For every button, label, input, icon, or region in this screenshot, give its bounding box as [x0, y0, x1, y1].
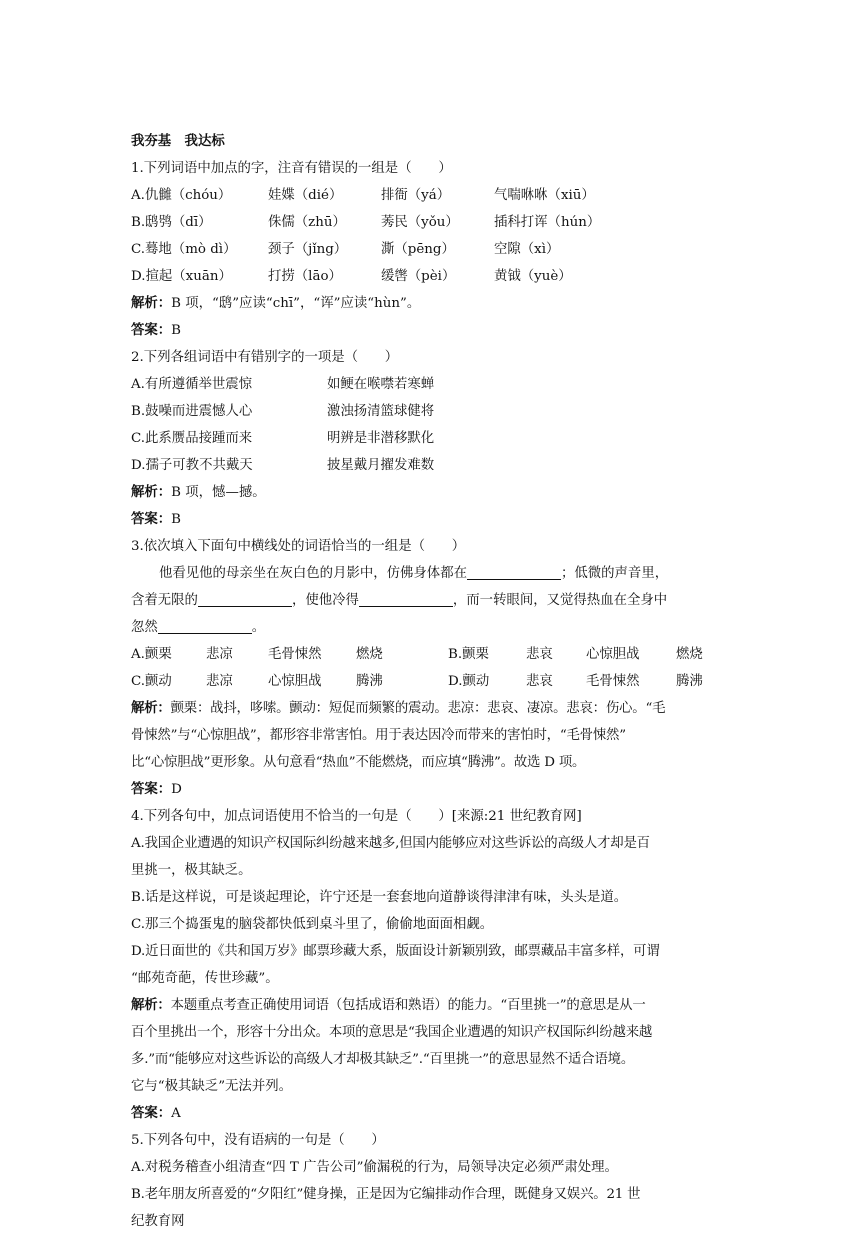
question-3-passage-line-1 [131, 560, 731, 587]
option-item: 燃烧 [676, 647, 703, 662]
option-item: A.颤栗 [131, 647, 172, 662]
option-item: 毛骨悚然 [586, 674, 640, 689]
answer-label: 答案： [131, 781, 172, 797]
option-item: 悲哀 [526, 674, 553, 689]
section-title: 我夯基 我达标 [131, 133, 225, 149]
passage-text: ，使他冷得 [291, 593, 359, 608]
question-2-answer [131, 506, 731, 533]
question-4-option-b: B.话是这样说，可是谈起理论，许宁还是一套套地向道静谈得津津有味，头头是道。 [131, 890, 628, 905]
option-item: 插科打诨（hún） [494, 215, 601, 230]
exercise-content [131, 128, 731, 1235]
answer-value: D [171, 782, 182, 797]
option-item: 披星戴月擢发难数 [327, 458, 435, 473]
question-4-stem: 4.下列各句中，加点词语使用不恰当的一句是（ ）[来源:21 世纪教育网] [131, 809, 582, 824]
question-1-option-d [131, 263, 731, 290]
option-item: 莠民（yǒu） [381, 215, 459, 230]
option-item: 腾沸 [676, 674, 703, 689]
option-item: 娃媟（dié） [268, 188, 343, 203]
option-item: 激浊扬清篮球健将 [327, 404, 435, 419]
option-item: A.有所遵循举世震惊 [131, 377, 253, 392]
fill-blank-2 [198, 590, 292, 607]
question-2-option-a [131, 371, 731, 398]
option-item: 心惊胆战 [268, 674, 322, 689]
option-item: C.此系赝品接踵而来 [131, 431, 253, 446]
question-4-option-d-line-2: “邮苑奇葩，传世珍藏”。 [131, 971, 279, 986]
option-item: B.鸱鸮（dī） [131, 215, 212, 230]
question-2-option-b [131, 398, 731, 425]
analysis-line: 多.”而“能够应对这些诉讼的高级人才却极其缺乏”.“百里挑一”的意思显然不适合语境。 [131, 1052, 635, 1067]
option-item: C.蓦地（mò dì） [131, 242, 237, 257]
question-2-analysis [131, 479, 731, 506]
option-item: 明辨是非潜移默化 [327, 431, 435, 446]
analysis-text: 本题重点考查正确使用词语（包括成语和熟语）的能力。“百里挑一”的意思是从一 [170, 998, 646, 1013]
analysis-line: 骨悚然”与“心惊胆战”，都形容非常害怕。用于表达因冷而带来的害怕时，“毛骨悚然” [131, 728, 626, 743]
option-item: B.鼓噪而进震憾人心 [131, 404, 253, 419]
option-item: 气喘咻咻（xiū） [494, 188, 595, 203]
option-item: 心惊胆战 [586, 647, 640, 662]
question-1-option-c [131, 236, 731, 263]
option-item: 缓辔（pèi） [381, 269, 456, 284]
passage-text: 忽然 [131, 620, 158, 635]
answer-value: B [171, 512, 182, 527]
passage-text: 。 [251, 620, 266, 635]
question-2-option-d [131, 452, 731, 479]
question-4-option-a-line-1: A.我国企业遭遇的知识产权国际纠纷越来越多,但国内能够应对这些诉讼的高级人才却是百 [131, 836, 650, 851]
question-5-option-b-line-1: B.老年朋友所喜爱的“夕阳红”健身操，正是因为它编排动作合理，既健身又娱兴。21 世 [131, 1187, 641, 1202]
analysis-label: 解析： [131, 997, 171, 1013]
analysis-text: B 项，“鸱”应读“chī”，“诨”应读“hùn”。 [171, 296, 421, 311]
option-item: 排衙（yá） [381, 188, 451, 203]
option-item: 空隙（xì） [494, 242, 560, 257]
answer-value: B [171, 323, 182, 338]
question-4-option-d-line-1: D.近日面世的《共和国万岁》邮票珍藏大系，版面设计新颖别致，邮票藏品丰富多样，可谓 [131, 944, 660, 959]
option-item: 黄钺（yuè） [494, 269, 572, 284]
question-4-option-a-line-2: 里挑一，极其缺乏。 [131, 863, 252, 878]
option-item: B.颤栗 [448, 647, 489, 662]
option-item: D.揎起（xuān） [131, 269, 232, 284]
option-item: 悲哀 [526, 647, 553, 662]
question-3-options-ab [131, 641, 731, 668]
fill-blank-4 [158, 617, 252, 634]
question-3-passage-line-3 [131, 614, 731, 641]
question-4-option-c: C.那三个捣蛋鬼的脑袋都快低到桌斗里了，偷偷地面面相觑。 [131, 917, 494, 932]
question-1-option-b [131, 209, 731, 236]
answer-value: A [171, 1106, 181, 1121]
option-item: 打捞（lāo） [268, 269, 342, 284]
answer-label: 答案： [131, 511, 172, 527]
question-3-answer [131, 776, 731, 803]
analysis-line: 比“心惊胆战”更形象。从句意看“热血”不能燃烧，而应填“腾沸”。故选 D 项。 [131, 755, 586, 770]
option-item: D.孺子可教不共戴天 [131, 458, 253, 473]
option-item: D.颤动 [448, 674, 490, 689]
analysis-line: 它与“极其缺乏”无法并列。 [131, 1079, 292, 1094]
option-item: 侏儒（zhū） [268, 215, 346, 230]
question-3-passage-line-2 [131, 587, 731, 614]
passage-text: ，而一转眼间，又觉得热血在全身中 [452, 593, 668, 608]
question-2-stem: 2.下列各组词语中有错别字的一项是（ ） [131, 350, 399, 365]
analysis-label: 解析： [131, 295, 172, 311]
question-4-answer [131, 1100, 731, 1127]
option-item: 腾沸 [356, 674, 383, 689]
question-1-option-a [131, 182, 731, 209]
option-item: 悲凉 [206, 647, 233, 662]
analysis-text: B 项，憾—撼。 [171, 485, 266, 500]
passage-text: ；低微的声音里， [560, 566, 669, 581]
option-item: 燃烧 [356, 647, 383, 662]
question-1-answer [131, 317, 731, 344]
answer-label: 答案： [131, 322, 172, 338]
option-item: C.颤动 [131, 674, 172, 689]
passage-text: 他看见他的母亲坐在灰白色的月影中，仿佛身体都在 [159, 566, 467, 581]
question-5-stem: 5.下列各句中，没有语病的一句是（ ） [131, 1133, 385, 1148]
answer-label: 答案： [131, 1105, 172, 1121]
option-item: 澌（pēng） [381, 242, 455, 257]
question-4-analysis [131, 992, 731, 1019]
option-item: 如鲠在喉噤若寒蝉 [327, 377, 435, 392]
fill-blank-3 [359, 590, 453, 607]
fill-blank-1 [467, 563, 561, 580]
analysis-label: 解析： [131, 700, 171, 716]
question-5-option-b-line-2: 纪教育网 [131, 1214, 185, 1229]
option-item: 毛骨悚然 [268, 647, 322, 662]
option-item: A.仇雠（chóu） [131, 188, 232, 203]
question-3-options-cd [131, 668, 731, 695]
analysis-text: 颤栗：战抖，哆嗦。颤动：短促而频繁的震动。悲凉：悲哀、凄凉。悲哀：伤心。“毛 [170, 701, 666, 716]
question-3-stem: 3.依次填入下面句中横线处的词语恰当的一组是（ ） [131, 539, 466, 554]
question-3-analysis [131, 695, 731, 722]
passage-text: 含着无限的 [131, 593, 198, 608]
question-1-analysis [131, 290, 731, 317]
option-item: 悲凉 [206, 674, 233, 689]
question-5-option-a: A.对税务稽查小组清查“四 T 广告公司”偷漏税的行为，局领导决定必须严肃处理。 [131, 1160, 618, 1175]
analysis-label: 解析： [131, 484, 172, 500]
option-item: 颈子（jǐng） [268, 242, 348, 257]
analysis-line: 百个里挑出一个，形容十分出众。本项的意思是“我国企业遭遇的知识产权国际纠纷越来越 [131, 1025, 653, 1040]
question-1-stem: 1.下列词语中加点的字，注音有错误的一组是（ ） [131, 161, 452, 176]
question-2-option-c [131, 425, 731, 452]
